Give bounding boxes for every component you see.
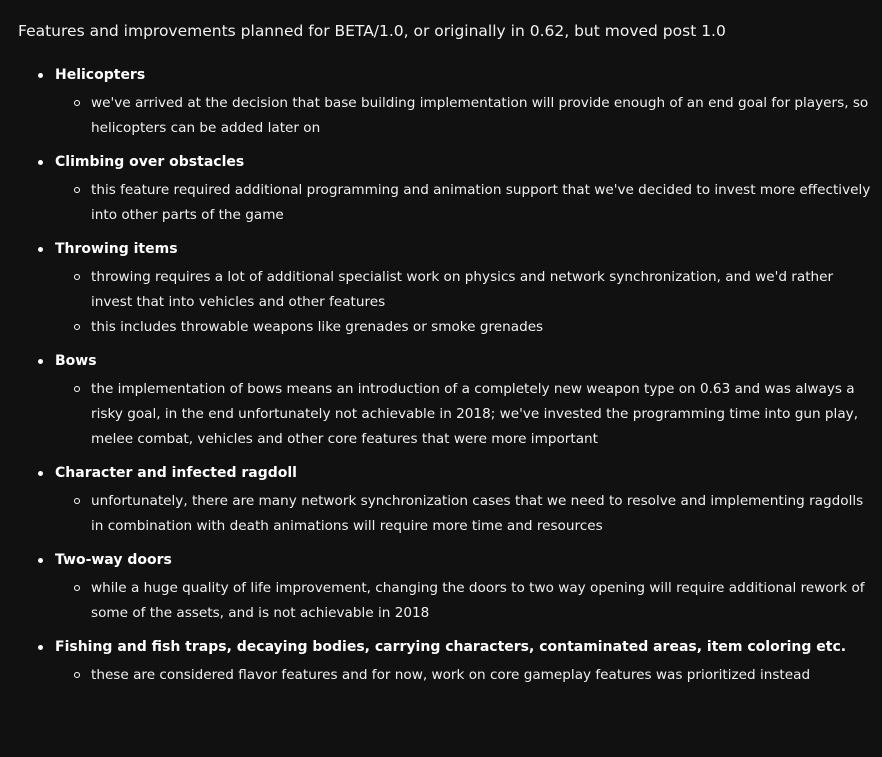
feature-title: Two-way doors [55,539,882,572]
feature-ragdoll [0,452,882,539]
detail-item: unfortunately, there are many network synchronization cases that we need to resolve and implementing ragdolls in combination with death animations will require more time and resources [55,489,882,539]
feature-throwing [0,228,882,340]
feature-title: Helicopters [55,54,882,87]
feature-title: Climbing over obstacles [55,141,882,174]
feature-climbing [0,141,882,228]
feature-flavor [0,626,882,688]
detail-item: this feature required additional programming and animation support that we've decided to invest more effectively into other parts of the game [55,178,882,228]
detail-item: the implementation of bows means an introduction of a completely new weapon type on 0.63 and was always a risky goal, in the end unfortunately not achievable in 2018; we've invested the programming time into gun play, melee combat, vehicles and other core features that were more important [55,377,882,452]
feature-title: Throwing items [55,228,882,261]
feature-details [55,373,882,452]
feature-title: Bows [55,340,882,373]
feature-details [55,174,882,228]
detail-item: while a huge quality of life improvement, changing the doors to two way opening will require additional rework of some of the assets, and is not achievable in 2018 [55,576,882,626]
detail-item: throwing requires a lot of additional specialist work on physics and network synchronization, and we'd rather invest that into vehicles and other features [55,265,882,315]
page-heading: Features and improvements planned for BETA/1.0, or originally in 0.62, but moved post 1.0 [18,22,726,40]
feature-details [55,572,882,626]
detail-item: we've arrived at the decision that base building implementation will provide enough of an end goal for players, so helicopters can be added later on [55,91,882,141]
detail-item: these are considered flavor features and for now, work on core gameplay features was prioritized instead [55,663,882,688]
feature-details [55,485,882,539]
feature-bows [0,340,882,452]
feature-helicopters [0,54,882,141]
feature-details [55,659,882,688]
feature-details [55,87,882,141]
feature-title: Fishing and fish traps, decaying bodies, carrying characters, contaminated areas, item coloring etc. [55,626,882,659]
detail-item: this includes throwable weapons like grenades or smoke grenades [55,315,882,340]
feature-two-way-doors [0,539,882,626]
feature-list [0,54,882,688]
feature-title: Character and infected ragdoll [55,452,882,485]
feature-details [55,261,882,340]
